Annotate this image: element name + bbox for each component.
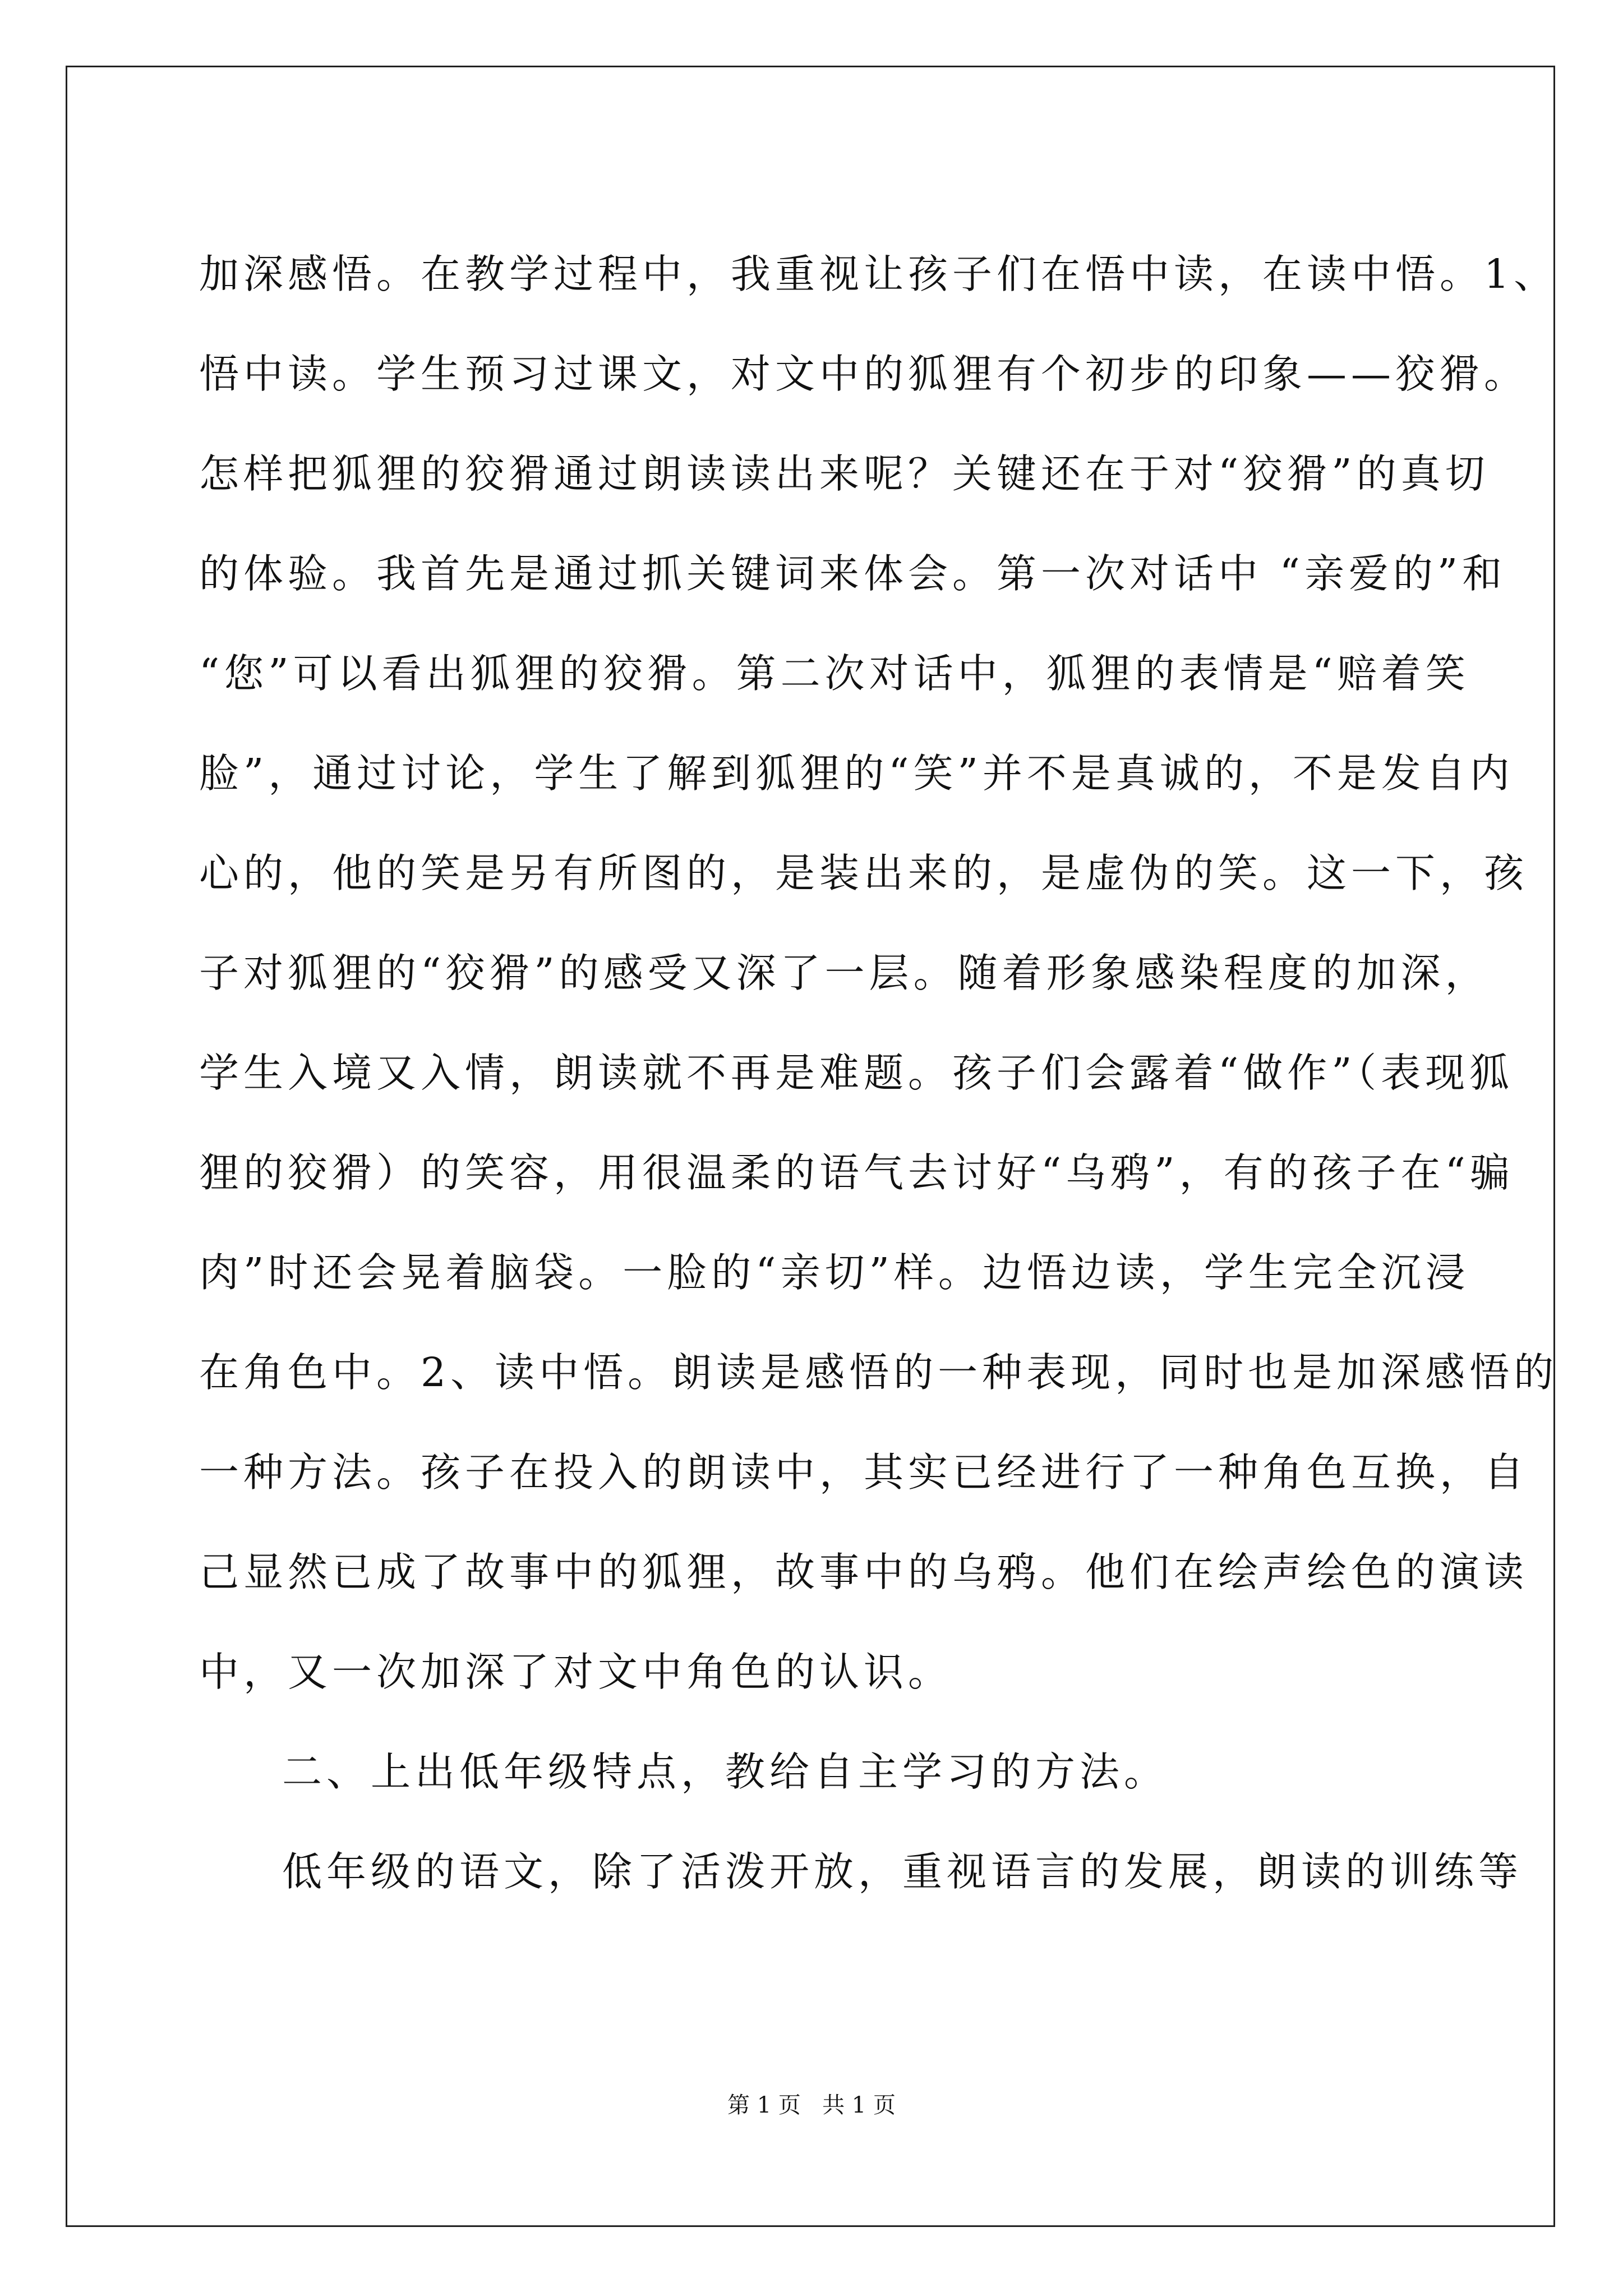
text-line: 子对狐狸的“狡猾”的感受又深了一层。随着形象感染程度的加深， xyxy=(199,950,1490,996)
text-line: 的体验。我首先是通过抓关键词来体会。第一次对话中 “亲爱的”和 xyxy=(199,550,1507,597)
page-number-footer: 第 1 页 共 1 页 xyxy=(727,2092,896,2118)
text-line: 学生入境又入情，朗读就不再是难题。孩子们会露着“做作”（表现狐 xyxy=(199,1050,1514,1096)
text-line: 中，又一次加深了对文中角色的认识。 xyxy=(199,1649,953,1695)
text-line: 一种方法。孩子在投入的朗读中，其实已经进行了一种角色互换，自 xyxy=(199,1449,1529,1496)
document-body xyxy=(199,224,1559,1922)
text-line: 心的，他的笑是另有所图的，是装出来的，是虚伪的笑。这一下，孩 xyxy=(199,850,1529,896)
text-line: 在角色中。2、读中悟。朗读是感悟的一种表现，同时也是加深感悟的 xyxy=(199,1349,1559,1396)
text-line: 肉”时还会晃着脑袋。一脸的“亲切”样。边悟边读，学生完全沉浸 xyxy=(199,1249,1470,1296)
text-line: 加深感悟。在教学过程中，我重视让孩子们在悟中读，在读中悟。1、 xyxy=(199,251,1559,297)
text-line: 狸的狡猾）的笑容，用很温柔的语气去讨好“乌鸦”，有的孩子在“骗 xyxy=(199,1149,1514,1196)
section-heading: 二、上出低年级特点，教给自主学习的方法。 xyxy=(282,1749,1169,1795)
text-line: 脸”，通过讨论，学生了解到狐狸的“笑”并不是真诚的，不是发自内 xyxy=(199,750,1514,797)
text-line: “您”可以看出狐狸的狡猾。第二次对话中，狐狸的表情是“赔着笑 xyxy=(199,650,1470,697)
text-line: 怎样把狐狸的狡猾通过朗读读出来呢？关键还在于对“狡猾”的真切 xyxy=(199,450,1490,497)
text-line: 己显然已成了故事中的狐狸，故事中的乌鸦。他们在绘声绘色的演读 xyxy=(199,1549,1529,1595)
text-line: 悟中读。学生预习过课文，对文中的狐狸有个初步的印象——狡猾。 xyxy=(199,351,1529,397)
paragraph-start-line: 低年级的语文，除了活泼开放，重视语言的发展，朗读的训练等 xyxy=(282,1848,1523,1895)
